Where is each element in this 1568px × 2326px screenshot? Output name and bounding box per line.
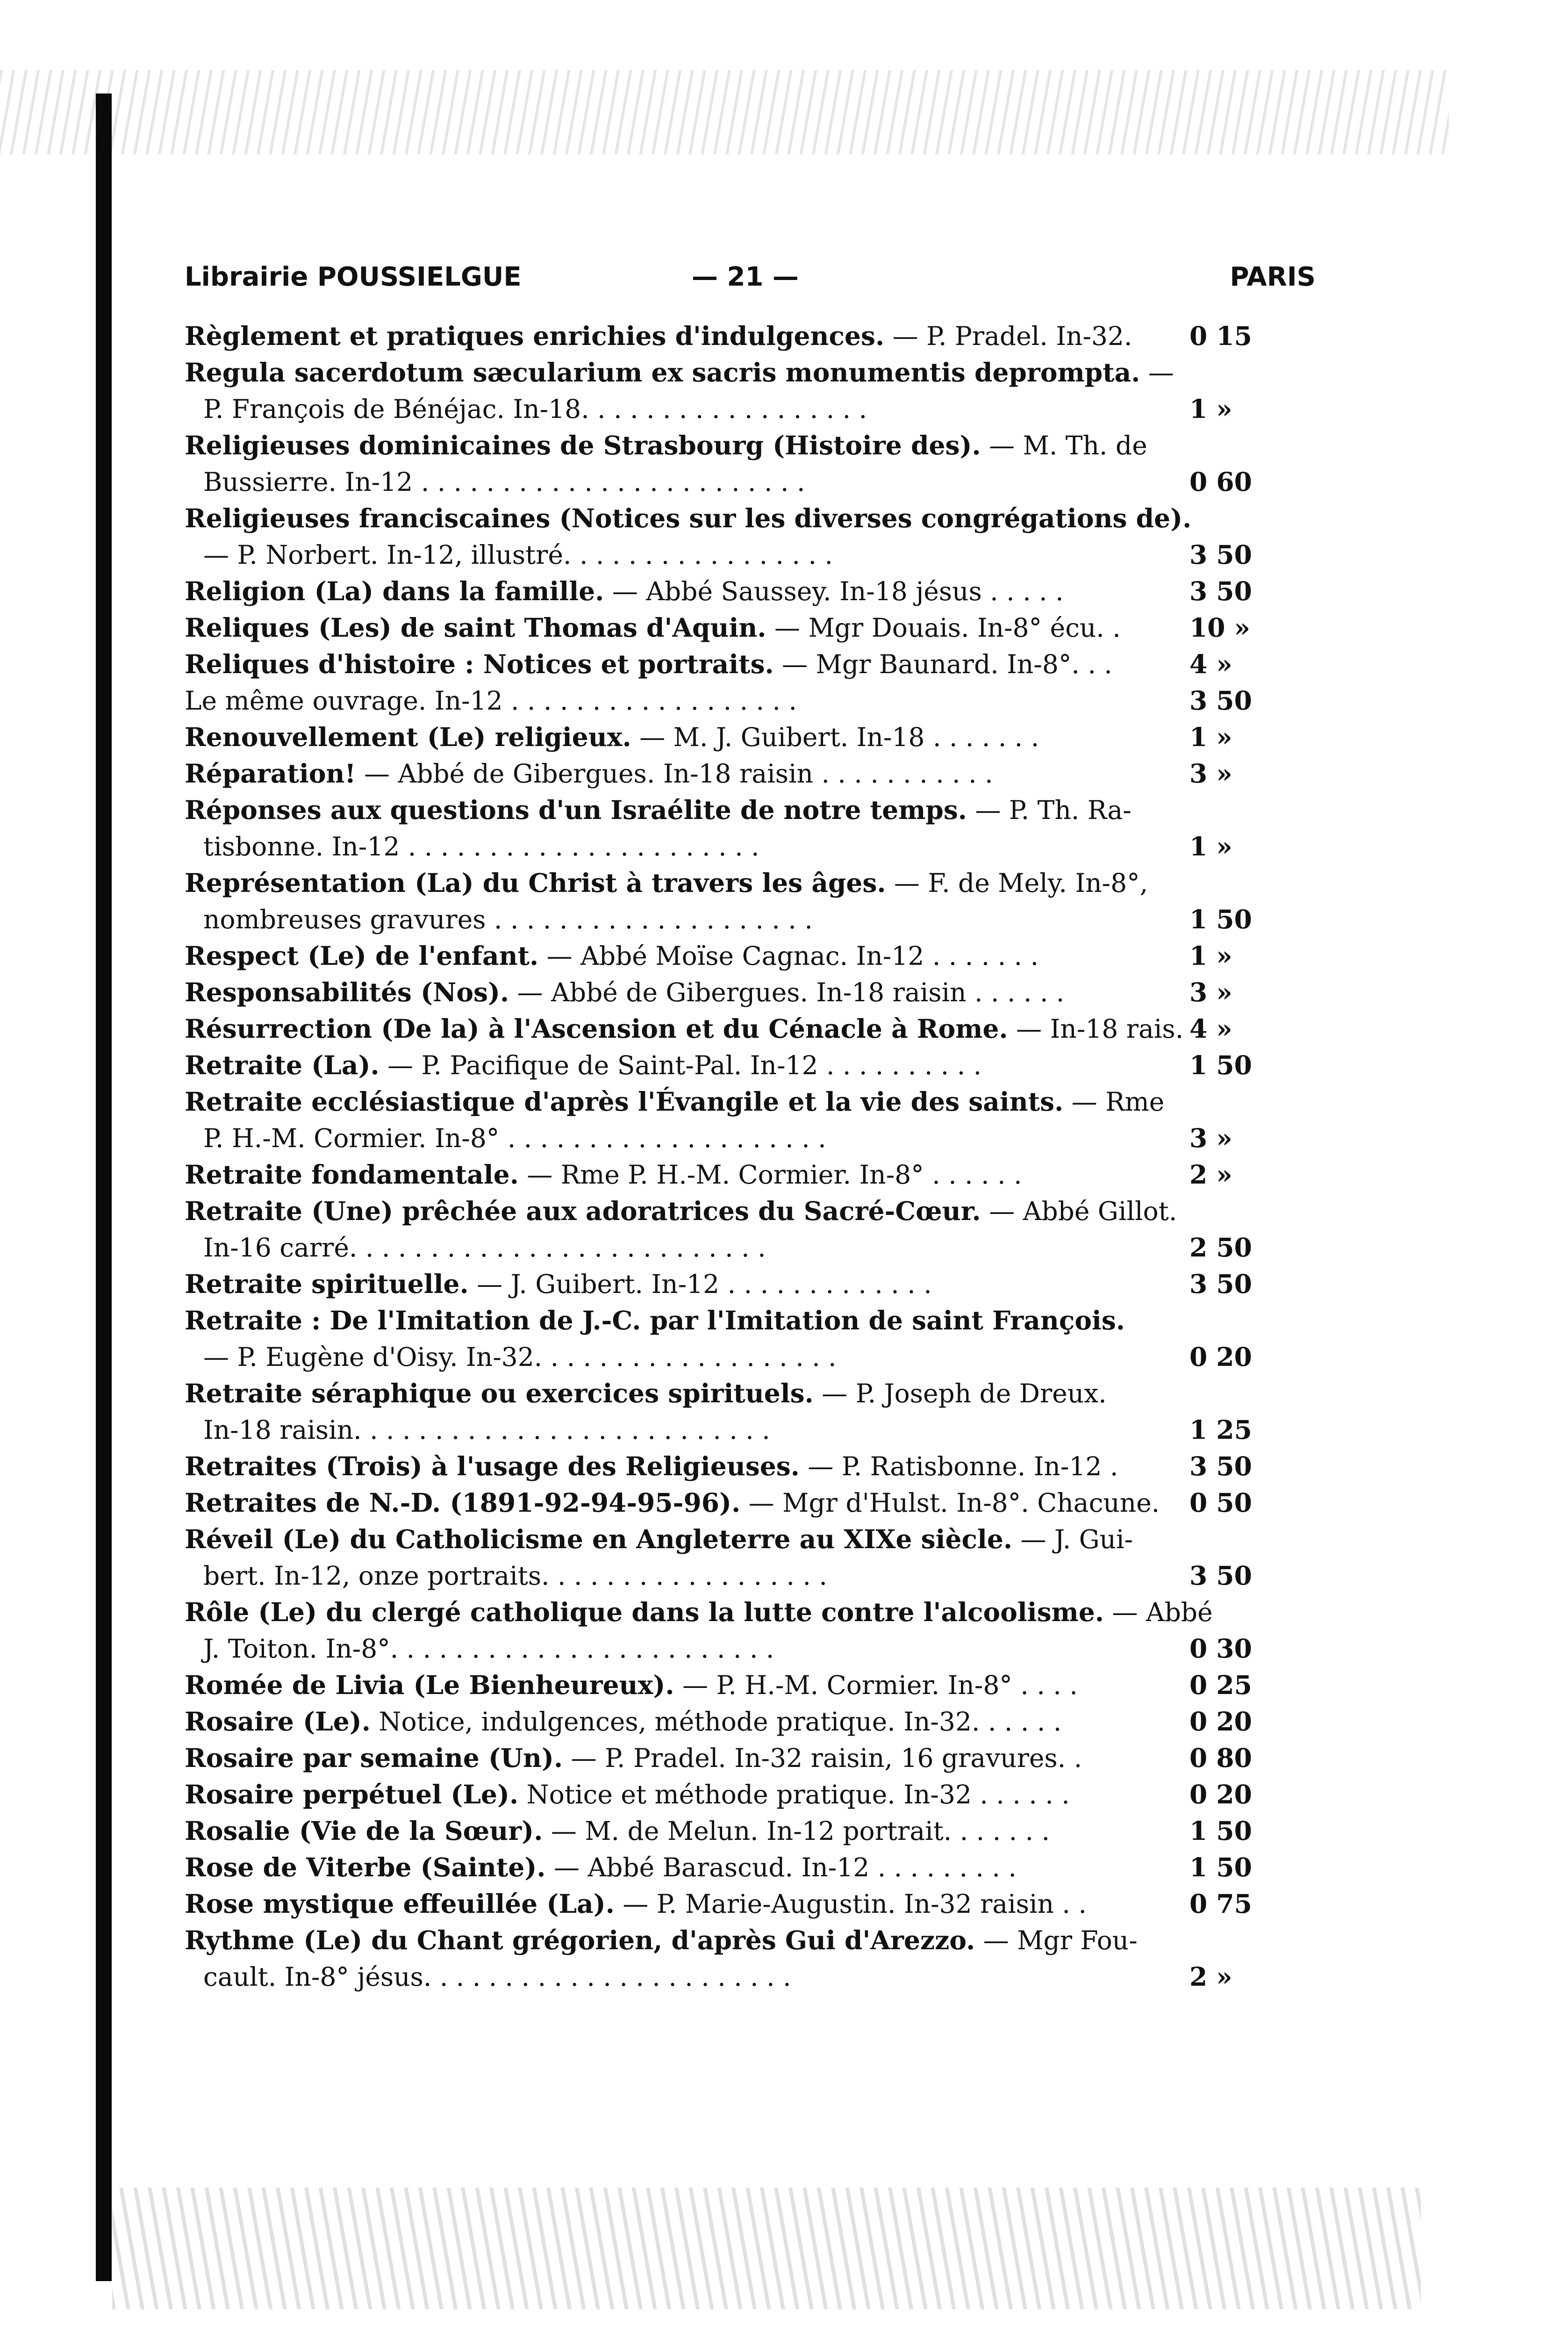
entry-line — [185, 573, 1309, 610]
entry-details: — P. Ratisbonne. In-12 . — [799, 1451, 1118, 1481]
entry-line — [185, 1630, 1309, 1667]
entry-price: 3 » — [1189, 977, 1232, 1007]
entry-title: Retraite (Une) prêchée aux adoratrices du Sacré-Cœur. — [185, 1196, 981, 1226]
entry-line — [185, 537, 1309, 573]
catalog-entry — [185, 1922, 1309, 1995]
entry-details: — P. Joseph de Dreux. — [813, 1378, 1107, 1408]
entry-title: Réponses aux questions d'un Israélite de notre temps. — [185, 795, 967, 825]
entry-price: 0 25 — [1189, 1670, 1252, 1700]
entry-line — [185, 865, 1309, 901]
entry-details: — Mgr Fou- — [975, 1925, 1138, 1955]
entry-details: nombreuses gravures . . . . . . . . . . . . . . . . . . . . — [203, 905, 813, 934]
catalog-entry — [185, 1521, 1309, 1594]
entry-line — [185, 1229, 1309, 1266]
catalog-entry — [185, 682, 1309, 719]
city-name: PARIS — [1230, 262, 1316, 292]
catalog-entry — [185, 1594, 1309, 1667]
entry-title: Rose de Viterbe (Sainte). — [185, 1852, 546, 1882]
entry-details: bert. In-12, onze portraits. . . . . . . . . . . . . . . . . . — [203, 1561, 827, 1591]
catalog-entry — [185, 1740, 1309, 1776]
entry-details: — Abbé de Gibergues. In-18 raisin . . . . . . — [509, 977, 1065, 1007]
entry-details: — Abbé Moïse Cagnac. In-12 . . . . . . . — [538, 941, 1039, 971]
entry-title: Regula sacerdotum sæcularium ex sacris monumentis deprompta. — [185, 357, 1140, 388]
entry-price: 0 50 — [1189, 1487, 1252, 1518]
catalog-entry — [185, 1813, 1309, 1849]
catalog-entry — [185, 719, 1309, 755]
entry-details: In-18 raisin. . . . . . . . . . . . . . . . . . . . . . . . . . — [203, 1415, 770, 1445]
entry-line — [185, 1776, 1309, 1813]
catalog-entry — [185, 755, 1309, 792]
entry-title: Retraites (Trois) à l'usage des Religieuses. — [185, 1451, 800, 1481]
catalog-entries — [185, 318, 1309, 1995]
entry-details: — M. de Melun. In-12 portrait. . . . . . . — [543, 1816, 1050, 1846]
entry-details: P. François de Bénéjac. In-18. . . . . . . . . . . . . . . . . . — [203, 394, 867, 424]
entry-line — [185, 1485, 1309, 1521]
entry-price: 1 50 — [1189, 1816, 1252, 1846]
scan-noise-top — [0, 70, 1449, 154]
entry-price: 0 80 — [1189, 1743, 1252, 1773]
entry-line — [185, 1266, 1309, 1302]
entry-title: Résurrection (De la) à l'Ascension et du Cénacle à Rome. — [185, 1013, 1008, 1044]
entry-price: 1 50 — [1189, 904, 1252, 934]
entry-line — [185, 318, 1309, 354]
catalog-entry — [185, 1667, 1309, 1703]
entry-details: — J. Gui- — [1012, 1524, 1133, 1554]
entry-title: Rose mystique effeuillée (La). — [185, 1888, 615, 1919]
entry-details: — Abbé Barascud. In-12 . . . . . . . . . — [545, 1852, 1017, 1882]
entry-details: — Abbé Saussey. In-18 jésus . . . . . — [604, 576, 1064, 606]
entry-line — [185, 1558, 1309, 1594]
entry-line — [185, 646, 1309, 682]
entry-details: — Rme — [1063, 1087, 1165, 1117]
book-spine-shadow — [96, 93, 112, 2281]
entry-title: Rythme (Le) du Chant grégorien, d'après Gui d'Arezzo. — [185, 1925, 975, 1955]
catalog-entry — [185, 865, 1309, 938]
entry-price: 3 50 — [1189, 1269, 1252, 1299]
catalog-entry — [185, 427, 1309, 500]
entry-title: Religieuses dominicaines de Strasbourg (Histoire des). — [185, 430, 981, 460]
entry-details: Bussierre. In-12 . . . . . . . . . . . . . . . . . . . . . . . . — [203, 467, 805, 497]
entry-details: — In-18 rais. — [1008, 1014, 1184, 1044]
catalog-entry — [185, 573, 1309, 610]
entry-line — [185, 1959, 1309, 1995]
catalog-entry — [185, 1448, 1309, 1485]
publisher-name: Librairie POUSSIELGUE — [185, 262, 522, 292]
entry-details: — P. Pradel. In-32. — [884, 321, 1132, 351]
entry-title: Retraite séraphique ou exercices spirituels. — [185, 1378, 814, 1408]
catalog-entry — [185, 1886, 1309, 1922]
catalog-entry — [185, 938, 1309, 974]
entry-details: — — [1140, 358, 1174, 388]
entry-price: 2 50 — [1189, 1232, 1252, 1263]
entry-price: 0 20 — [1189, 1342, 1252, 1372]
catalog-entry — [185, 1703, 1309, 1740]
catalog-page — [185, 252, 1316, 1995]
entry-price: 4 » — [1189, 1013, 1232, 1044]
entry-line — [185, 974, 1309, 1011]
entry-details: — P. H.-M. Cormier. In-8° . . . . — [674, 1670, 1078, 1700]
catalog-entry — [185, 1485, 1309, 1521]
catalog-entry — [185, 1266, 1309, 1302]
entry-line — [185, 464, 1309, 500]
entry-line — [185, 427, 1309, 464]
entry-line — [185, 1849, 1309, 1886]
entry-price: 1 50 — [1189, 1050, 1252, 1080]
entry-line — [185, 1886, 1309, 1922]
catalog-entry — [185, 500, 1309, 573]
entry-details: — Abbé — [1104, 1597, 1213, 1627]
entry-line — [185, 682, 1309, 719]
entry-line — [185, 1375, 1309, 1412]
entry-title: Retraite (La). — [185, 1050, 379, 1080]
entry-title: Religion (La) dans la famille. — [185, 576, 604, 606]
entry-line — [185, 1813, 1309, 1849]
entry-line — [185, 610, 1309, 646]
entry-line — [185, 938, 1309, 974]
entry-title: Représentation (La) du Christ à travers les âges. — [185, 868, 886, 898]
entry-price: 3 50 — [1189, 539, 1252, 570]
entry-title: Renouvellement (Le) religieux. — [185, 722, 631, 752]
entry-details: — P. Norbert. In-12, illustré. . . . . . . . . . . . . . . . . — [203, 540, 833, 570]
page-header — [185, 252, 1316, 309]
catalog-entry — [185, 1849, 1309, 1886]
entry-line — [185, 1667, 1309, 1703]
entry-line — [185, 1922, 1309, 1959]
entry-price: 1 » — [1189, 831, 1232, 861]
entry-title: Retraite ecclésiastique d'après l'Évangile et la vie des saints. — [185, 1086, 1064, 1117]
entry-price: 2 » — [1189, 1961, 1232, 1992]
entry-details: — P. Pradel. In-32 raisin, 16 gravures. . — [563, 1743, 1082, 1773]
entry-title: Réparation! — [185, 758, 356, 789]
entry-title: Reliques d'histoire : Notices et portraits. — [185, 649, 774, 679]
entry-details: — Mgr Baunard. In-8°. . . — [773, 649, 1112, 679]
entry-title: Retraites de N.-D. (1891-92-94-95-96). — [185, 1487, 741, 1518]
entry-line — [185, 828, 1309, 865]
entry-line — [185, 719, 1309, 755]
entry-line — [185, 1120, 1309, 1156]
catalog-entry — [185, 610, 1309, 646]
entry-details: — P. Pacifique de Saint-Pal. In-12 . . . . . . . . . . — [379, 1050, 982, 1080]
entry-details: — P. Eugène d'Oisy. In-32. . . . . . . . . . . . . . . . . . . — [203, 1342, 837, 1372]
entry-title: Respect (Le) de l'enfant. — [185, 940, 539, 971]
entry-details: — Rme P. H.-M. Cormier. In-8° . . . . . . — [518, 1160, 1022, 1190]
catalog-entry — [185, 1156, 1309, 1193]
catalog-entry — [185, 1302, 1309, 1375]
entry-details: — J. Guibert. In-12 . . . . . . . . . . . . . — [468, 1269, 932, 1299]
entry-details: J. Toiton. In-8°. . . . . . . . . . . . . . . . . . . . . . . . — [203, 1634, 774, 1664]
catalog-entry — [185, 1047, 1309, 1084]
catalog-entry — [185, 1084, 1309, 1156]
entry-line — [185, 1193, 1309, 1229]
catalog-entry — [185, 1011, 1309, 1047]
entry-price: 0 60 — [1189, 467, 1252, 497]
entry-price: 1 » — [1189, 940, 1232, 971]
entry-price: 0 30 — [1189, 1633, 1252, 1664]
scan-noise-bottom — [112, 2188, 1421, 2309]
entry-details: — Mgr d'Hulst. In-8°. Chacune. — [740, 1488, 1160, 1518]
entry-price: 3 » — [1189, 758, 1232, 789]
entry-price: 3 50 — [1189, 1451, 1252, 1481]
entry-line — [185, 354, 1309, 391]
entry-title: Rosalie (Vie de la Sœur). — [185, 1816, 543, 1846]
entry-title: Rôle (Le) du clergé catholique dans la lutte contre l'alcoolisme. — [185, 1597, 1104, 1627]
entry-title: Reliques (Les) de saint Thomas d'Aquin. — [185, 612, 766, 643]
entry-title: Rosaire (Le). — [185, 1706, 371, 1737]
entry-title: Rosaire par semaine (Un). — [185, 1743, 563, 1773]
entry-line — [185, 391, 1309, 427]
entry-details: — P. Th. Ra- — [967, 795, 1131, 825]
entry-price: 1 » — [1189, 394, 1232, 424]
entry-details: — Abbé de Gibergues. In-18 raisin . . . . . . . . . . . — [356, 759, 993, 789]
entry-line — [185, 1339, 1309, 1375]
entry-title: Retraite fondamentale. — [185, 1159, 519, 1190]
entry-line — [185, 1594, 1309, 1630]
entry-details: P. H.-M. Cormier. In-8° . . . . . . . . . . . . . . . . . . . . — [203, 1123, 826, 1153]
catalog-entry — [185, 792, 1309, 865]
catalog-entry — [185, 318, 1309, 354]
entry-title: Retraite spirituelle. — [185, 1269, 469, 1299]
entry-line — [185, 1448, 1309, 1485]
entry-line — [185, 1011, 1309, 1047]
entry-price: 0 15 — [1189, 321, 1252, 351]
entry-title: Rosaire perpétuel (Le). — [185, 1779, 519, 1809]
catalog-entry — [185, 646, 1309, 682]
entry-price: 3 50 — [1189, 1560, 1252, 1591]
entry-details: In-16 carré. . . . . . . . . . . . . . . . . . . . . . . . . . — [203, 1233, 766, 1263]
entry-line — [185, 792, 1309, 828]
entry-line — [185, 755, 1309, 792]
entry-details: — P. Marie-Augustin. In-32 raisin . . — [614, 1889, 1087, 1919]
page-number: — 21 — — [692, 262, 799, 292]
entry-details: Notice et méthode pratique. In-32 . . . . . . — [518, 1780, 1070, 1809]
entry-title: Réveil (Le) du Catholicisme en Angleterre au XIXe siècle. — [185, 1524, 1012, 1554]
entry-line — [185, 1302, 1309, 1339]
entry-price: 0 75 — [1189, 1888, 1252, 1919]
catalog-entry — [185, 974, 1309, 1011]
catalog-entry — [185, 1375, 1309, 1448]
entry-details: Le même ouvrage. In-12 . . . . . . . . . . . . . . . . . . — [185, 686, 797, 716]
entry-line — [185, 1703, 1309, 1740]
entry-details: — Mgr Douais. In-8° écu. . — [766, 613, 1121, 643]
entry-price: 1 » — [1189, 722, 1232, 752]
entry-line — [185, 1412, 1309, 1448]
entry-title: Retraite : De l'Imitation de J.-C. par l'Imitation de saint François. — [185, 1305, 1125, 1335]
entry-price: 3 50 — [1189, 576, 1252, 606]
entry-price: 2 » — [1189, 1159, 1232, 1190]
entry-line — [185, 1521, 1309, 1558]
entry-details: — Abbé Gillot. — [981, 1196, 1177, 1226]
entry-line — [185, 1156, 1309, 1193]
entry-price: 0 20 — [1189, 1779, 1252, 1809]
entry-line — [185, 1740, 1309, 1776]
entry-details: tisbonne. In-12 . . . . . . . . . . . . . . . . . . . . . . — [203, 832, 759, 861]
entry-details: — F. de Mely. In-8°, — [886, 868, 1148, 898]
entry-price: 10 » — [1189, 612, 1251, 643]
entry-price: 1 50 — [1189, 1852, 1252, 1882]
entry-line — [185, 500, 1309, 537]
catalog-entry — [185, 354, 1309, 427]
entry-line — [185, 1047, 1309, 1084]
entry-details: Notice, indulgences, méthode pratique. In-32. . . . . . — [370, 1707, 1062, 1737]
entry-details: — M. J. Guibert. In-18 . . . . . . . — [631, 722, 1039, 752]
entry-title: Religieuses franciscaines (Notices sur les diverses congrégations de). — [185, 503, 1192, 533]
entry-price: 4 » — [1189, 649, 1232, 679]
entry-title: Romée de Livia (Le Bienheureux). — [185, 1670, 674, 1700]
entry-title: Règlement et pratiques enrichies d'indulgences. — [185, 321, 885, 351]
entry-price: 3 » — [1189, 1123, 1232, 1153]
entry-price: 1 25 — [1189, 1414, 1252, 1445]
catalog-entry — [185, 1776, 1309, 1813]
entry-line — [185, 901, 1309, 938]
entry-price: 0 20 — [1189, 1706, 1252, 1737]
entry-details: — M. Th. de — [981, 431, 1147, 460]
entry-details: cault. In-8° jésus. . . . . . . . . . . . . . . . . . . . . . . — [203, 1962, 791, 1992]
entry-price: 3 50 — [1189, 685, 1252, 716]
entry-title: Responsabilités (Nos). — [185, 977, 509, 1007]
entry-line — [185, 1084, 1309, 1120]
catalog-entry — [185, 1193, 1309, 1266]
